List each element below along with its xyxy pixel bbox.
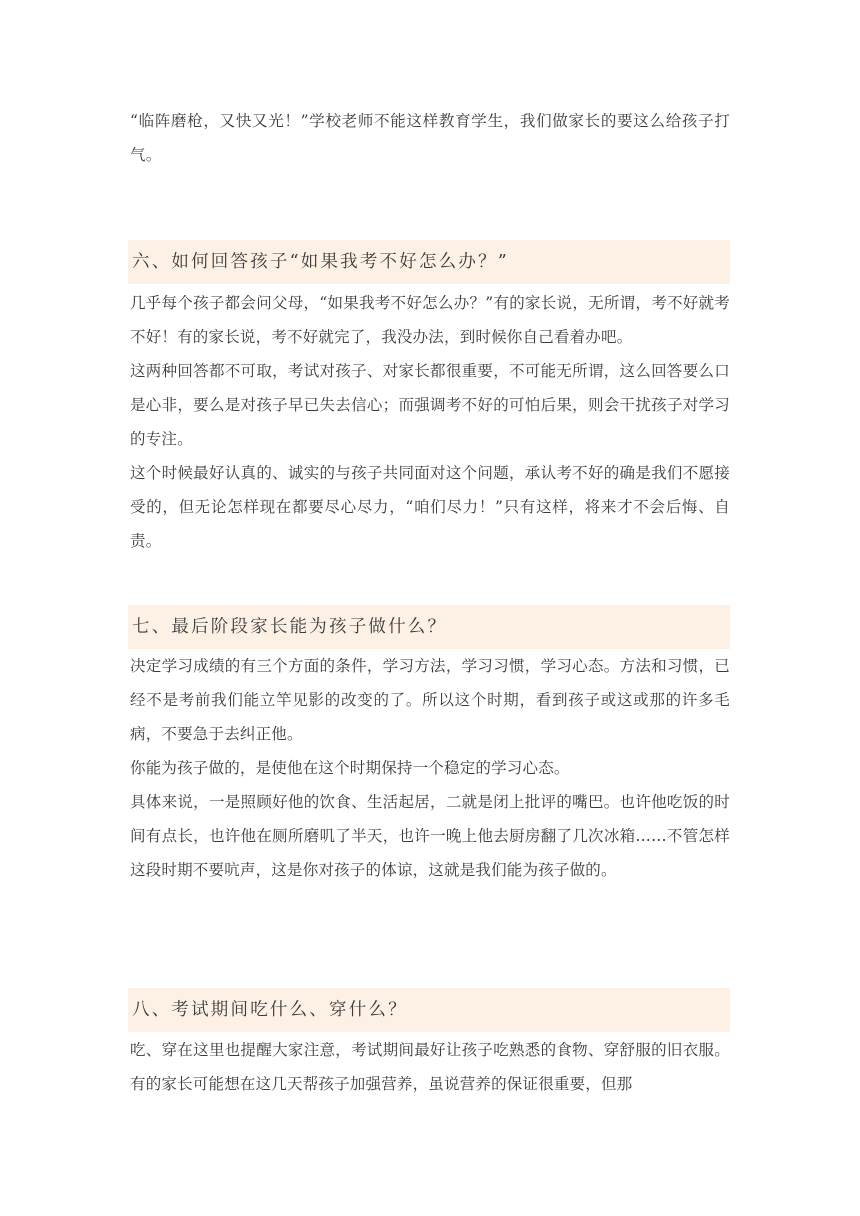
section-7-paragraph-3: 具体来说，一是照顾好他的饮食、生活起居，二就是闭上批评的嘴巴。也许他吃饭的时间有点长，也许他在厕所磨叽了半天，也许一晚上他去厨房翻了几次冰箱……不管怎样这段时期不要吭声，这是你对孩子的体谅，这就是我们能为孩子做的。 [130, 793, 730, 879]
section-7-heading: 七、最后阶段家长能为孩子做什么？ [128, 605, 730, 649]
section-8-heading: 八、考试期间吃什么、穿什么？ [128, 988, 730, 1032]
section-8-body [130, 1033, 730, 1101]
section-7-body [130, 649, 730, 887]
section-6-body [130, 286, 730, 558]
section-7-paragraph-1: 决定学习成绩的有三个方面的条件，学习方法，学习习惯，学习心态。方法和习惯，已经不是考前我们能立竿见影的改变的了。所以这个时期，看到孩子或这或那的许多毛病，不要急于去纠正他。 [130, 657, 730, 743]
intro-block [130, 104, 730, 172]
intro-paragraph: “临阵磨枪，又快又光！”学校老师不能这样教育学生，我们做家长的要这么给孩子打气。 [130, 112, 730, 164]
section-6-paragraph-1: 几乎每个孩子都会问父母，“如果我考不好怎么办？”有的家长说，无所谓，考不好就考不好！有的家长说，考不好就完了，我没办法，到时候你自己看着办吧。 [130, 294, 730, 346]
section-6-paragraph-3: 这个时候最好认真的、诚实的与孩子共同面对这个问题，承认考不好的确是我们不愿接受的，但无论怎样现在都要尽心尽力，“咱们尽力！”只有这样，将来才不会后悔、自责。 [130, 464, 730, 550]
section-7-paragraph-2: 你能为孩子做的，是使他在这个时期保持一个稳定的学习心态。 [130, 759, 570, 777]
section-6-paragraph-2: 这两种回答都不可取，考试对孩子、对家长都很重要，不可能无所谓，这么回答要么口是心非，要么是对孩子早已失去信心；而强调考不好的可怕后果，则会干扰孩子对学习的专注。 [130, 362, 730, 448]
section-6-heading: 六、如何回答孩子“如果我考不好怎么办？” [128, 240, 730, 284]
section-8-paragraph-1: 吃、穿在这里也提醒大家注意，考试期间最好让孩子吃熟悉的食物、穿舒服的旧衣服。有的家长可能想在这几天帮孩子加强营养，虽说营养的保证很重要，但那 [130, 1041, 730, 1093]
